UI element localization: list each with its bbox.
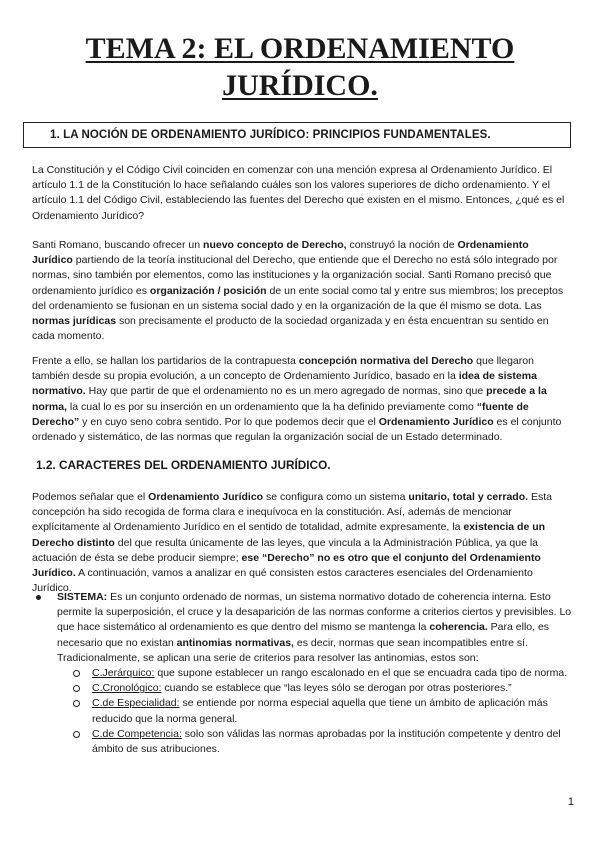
para3-run: Hay que partir de que el ordenamiento no es un mero agregado de normas, sino que	[85, 385, 487, 398]
para1-run: La Constitución y el Código Civil coinciden en comenzar con una mención expresa al Ordenamiento Jurídico. El artículo 1.1 de la Constitución lo hace señalando cuáles son los valores superiores de dicho ordenamiento. Y el artículo 1.1 del Código Civil, estableciendo las fuentes del Derecho que existen en el mismo. Entonces, ¿qué es el Ordenamiento Jurídico?	[32, 164, 565, 222]
para3-run: que llegaron también desde su propia evolución, a un concepto de Ordenamiento Jurídico, basado en la	[32, 355, 534, 383]
para3-run: Frente a ello, se hallan los partidarios de la contrapuesta	[32, 355, 299, 367]
bullet1-run: Es un conjunto ordenado de normas, un sistema normativo dotado de coherencia interna. Esto permite la superposición, el cruce y la desaparición de las normas conforme a criterios ciertos y previsibles. Lo que hace sistemático al ordenamiento es que dentro del mismo se mantenga la	[57, 591, 572, 634]
para4-run: del que resulta únicamente de las leyes, que vincula a la Administración Pública, ya que la actuación de ésta se debe producir siempre;	[32, 536, 539, 564]
hollow-bullet-icon	[73, 731, 80, 738]
criterion-run: C.de Especialidad:	[92, 697, 180, 710]
bullet1-run: Para ello, es necesario que no existan	[57, 621, 550, 649]
para4-run: Podemos señalar que el	[32, 491, 149, 503]
para2-run: Ordenamiento Jurídico	[32, 239, 529, 267]
paragraph-concepcion-normativa	[32, 354, 572, 445]
para3-run: Ordenamiento Jurídico	[378, 415, 494, 428]
list-item-sistema	[36, 590, 576, 757]
bullet1-run: es decir, normas que sean incompatibles entre sí. Tradicionalmente, se aplican una serie de criterios para resolver las antinomias, estos son:	[57, 636, 529, 664]
criterion-item	[57, 681, 576, 696]
para4-run: Ordenamiento Jurídico	[148, 491, 264, 503]
para4-run: se configura como un sistema	[263, 491, 409, 503]
page-title: TEMA 2: EL ORDENAMIENTO JURÍDICO.	[85, 32, 515, 102]
para2-run: partiendo de la teoría institucional del Derecho, que entiende que el Derecho no está sólo integrado por normas, sino también por elementos, como las instituciones y la organización social. Santi Romano precisó que ordenamiento jurídico es	[32, 254, 558, 297]
para2-run: Santi Romano, buscando ofrecer un	[32, 239, 204, 251]
para2-run: de un ente social como tal y entre sus miembros; los preceptos del ordenamiento se fusionan en un sistema social dado y en la organización de la que él mismo se dota. Las	[32, 284, 564, 312]
para4-run: A continuación, vamos a analizar en qué consisten estos caracteres esenciales del Ordenamiento Jurídico.	[32, 567, 533, 595]
hollow-bullet-icon	[73, 700, 80, 707]
criterion-run: solo son válidas las normas aprobadas por la institución competente y dentro del ámbito de sus atribuciones.	[92, 727, 561, 756]
bullet1-run: SISTEMA:	[57, 591, 108, 603]
criterion-run: se entiende por norma especial aquella que tiene un ámbito de aplicación más reducido que la norma general.	[92, 697, 548, 725]
para3-run: precede a la norma,	[32, 385, 547, 413]
para3-run: la cual lo es por su inserción en un ordenamiento que la ha definido previamente como	[67, 400, 477, 413]
page-number: 1	[567, 796, 574, 808]
para3-run: es el conjunto ordenado y sistemático, de las normas que regulan la organización social de un Estado determinado.	[32, 415, 562, 444]
paragraph-intro	[32, 163, 572, 224]
criterion-run: que supone establecer un rango escalonado en el que se encuadra cada tipo de norma.	[154, 667, 568, 680]
criterion-run: cuando se establece que “las leyes sólo se derogan por otras posteriores.”	[161, 682, 512, 695]
para2-run: nuevo concepto de Derecho,	[203, 239, 347, 251]
bullet1-run: antinomias normativas,	[176, 636, 294, 649]
criterion-run: C.de Competencia:	[92, 727, 182, 740]
section-1-heading: 1. LA NOCIÓN DE ORDENAMIENTO JURÍDICO: PRINCIPIOS FUNDAMENTALES.	[50, 129, 491, 141]
bullet1-run: coherencia.	[429, 621, 488, 634]
para2-run: construyó la noción de	[346, 239, 458, 251]
paragraph-caracteres	[32, 490, 572, 596]
hollow-bullet-icon	[73, 670, 80, 677]
hollow-bullet-icon	[73, 685, 80, 692]
characteristics-list	[36, 590, 576, 757]
paragraph-santi-romano	[32, 238, 572, 344]
para2-run: son precisamente el producto de la sociedad organizada y en ésta encuentran su sentido en cada momento.	[32, 315, 549, 343]
criterion-item	[57, 666, 576, 681]
para4-run: Esta concepción ha sido recogida de forma clara e inequívoca en la constitución. Así, además de mencionar explícitamente al Ordenamiento Jurídico en el sentido de totalidad, admite expresamente, la	[32, 491, 552, 534]
para2-run: organización / posición	[149, 284, 267, 297]
para4-run: unitario, total y cerrado.	[408, 491, 529, 503]
para3-run: concepción normativa del Derecho	[298, 355, 474, 367]
criterion-run: C.Cronológico:	[92, 682, 162, 695]
para2-run: normas jurídicas	[32, 315, 117, 328]
para3-run: y en cuyo seno cobra sentido. Por lo que podemos decir que el	[79, 415, 379, 428]
criterion-item	[57, 696, 576, 726]
para3-run: “fuente de Derecho”	[32, 400, 529, 428]
criteria-list	[57, 666, 576, 757]
para3-run: idea de sistema normativo.	[32, 370, 537, 398]
sistema-text	[57, 591, 571, 664]
para4-run: existencia de un Derecho distinto	[32, 521, 546, 549]
bullet-dot-icon	[36, 595, 41, 600]
criterion-run: C.Jerárquico:	[92, 667, 155, 680]
criterion-item	[57, 727, 576, 757]
para4-run: ese “Derecho” no es otro que el conjunto del Ordenamiento Jurídico.	[32, 551, 541, 580]
section-heading-box	[23, 122, 571, 148]
section-1-2-heading: 1.2. CARACTERES DEL ORDENAMIENTO JURÍDICO.	[36, 458, 331, 472]
